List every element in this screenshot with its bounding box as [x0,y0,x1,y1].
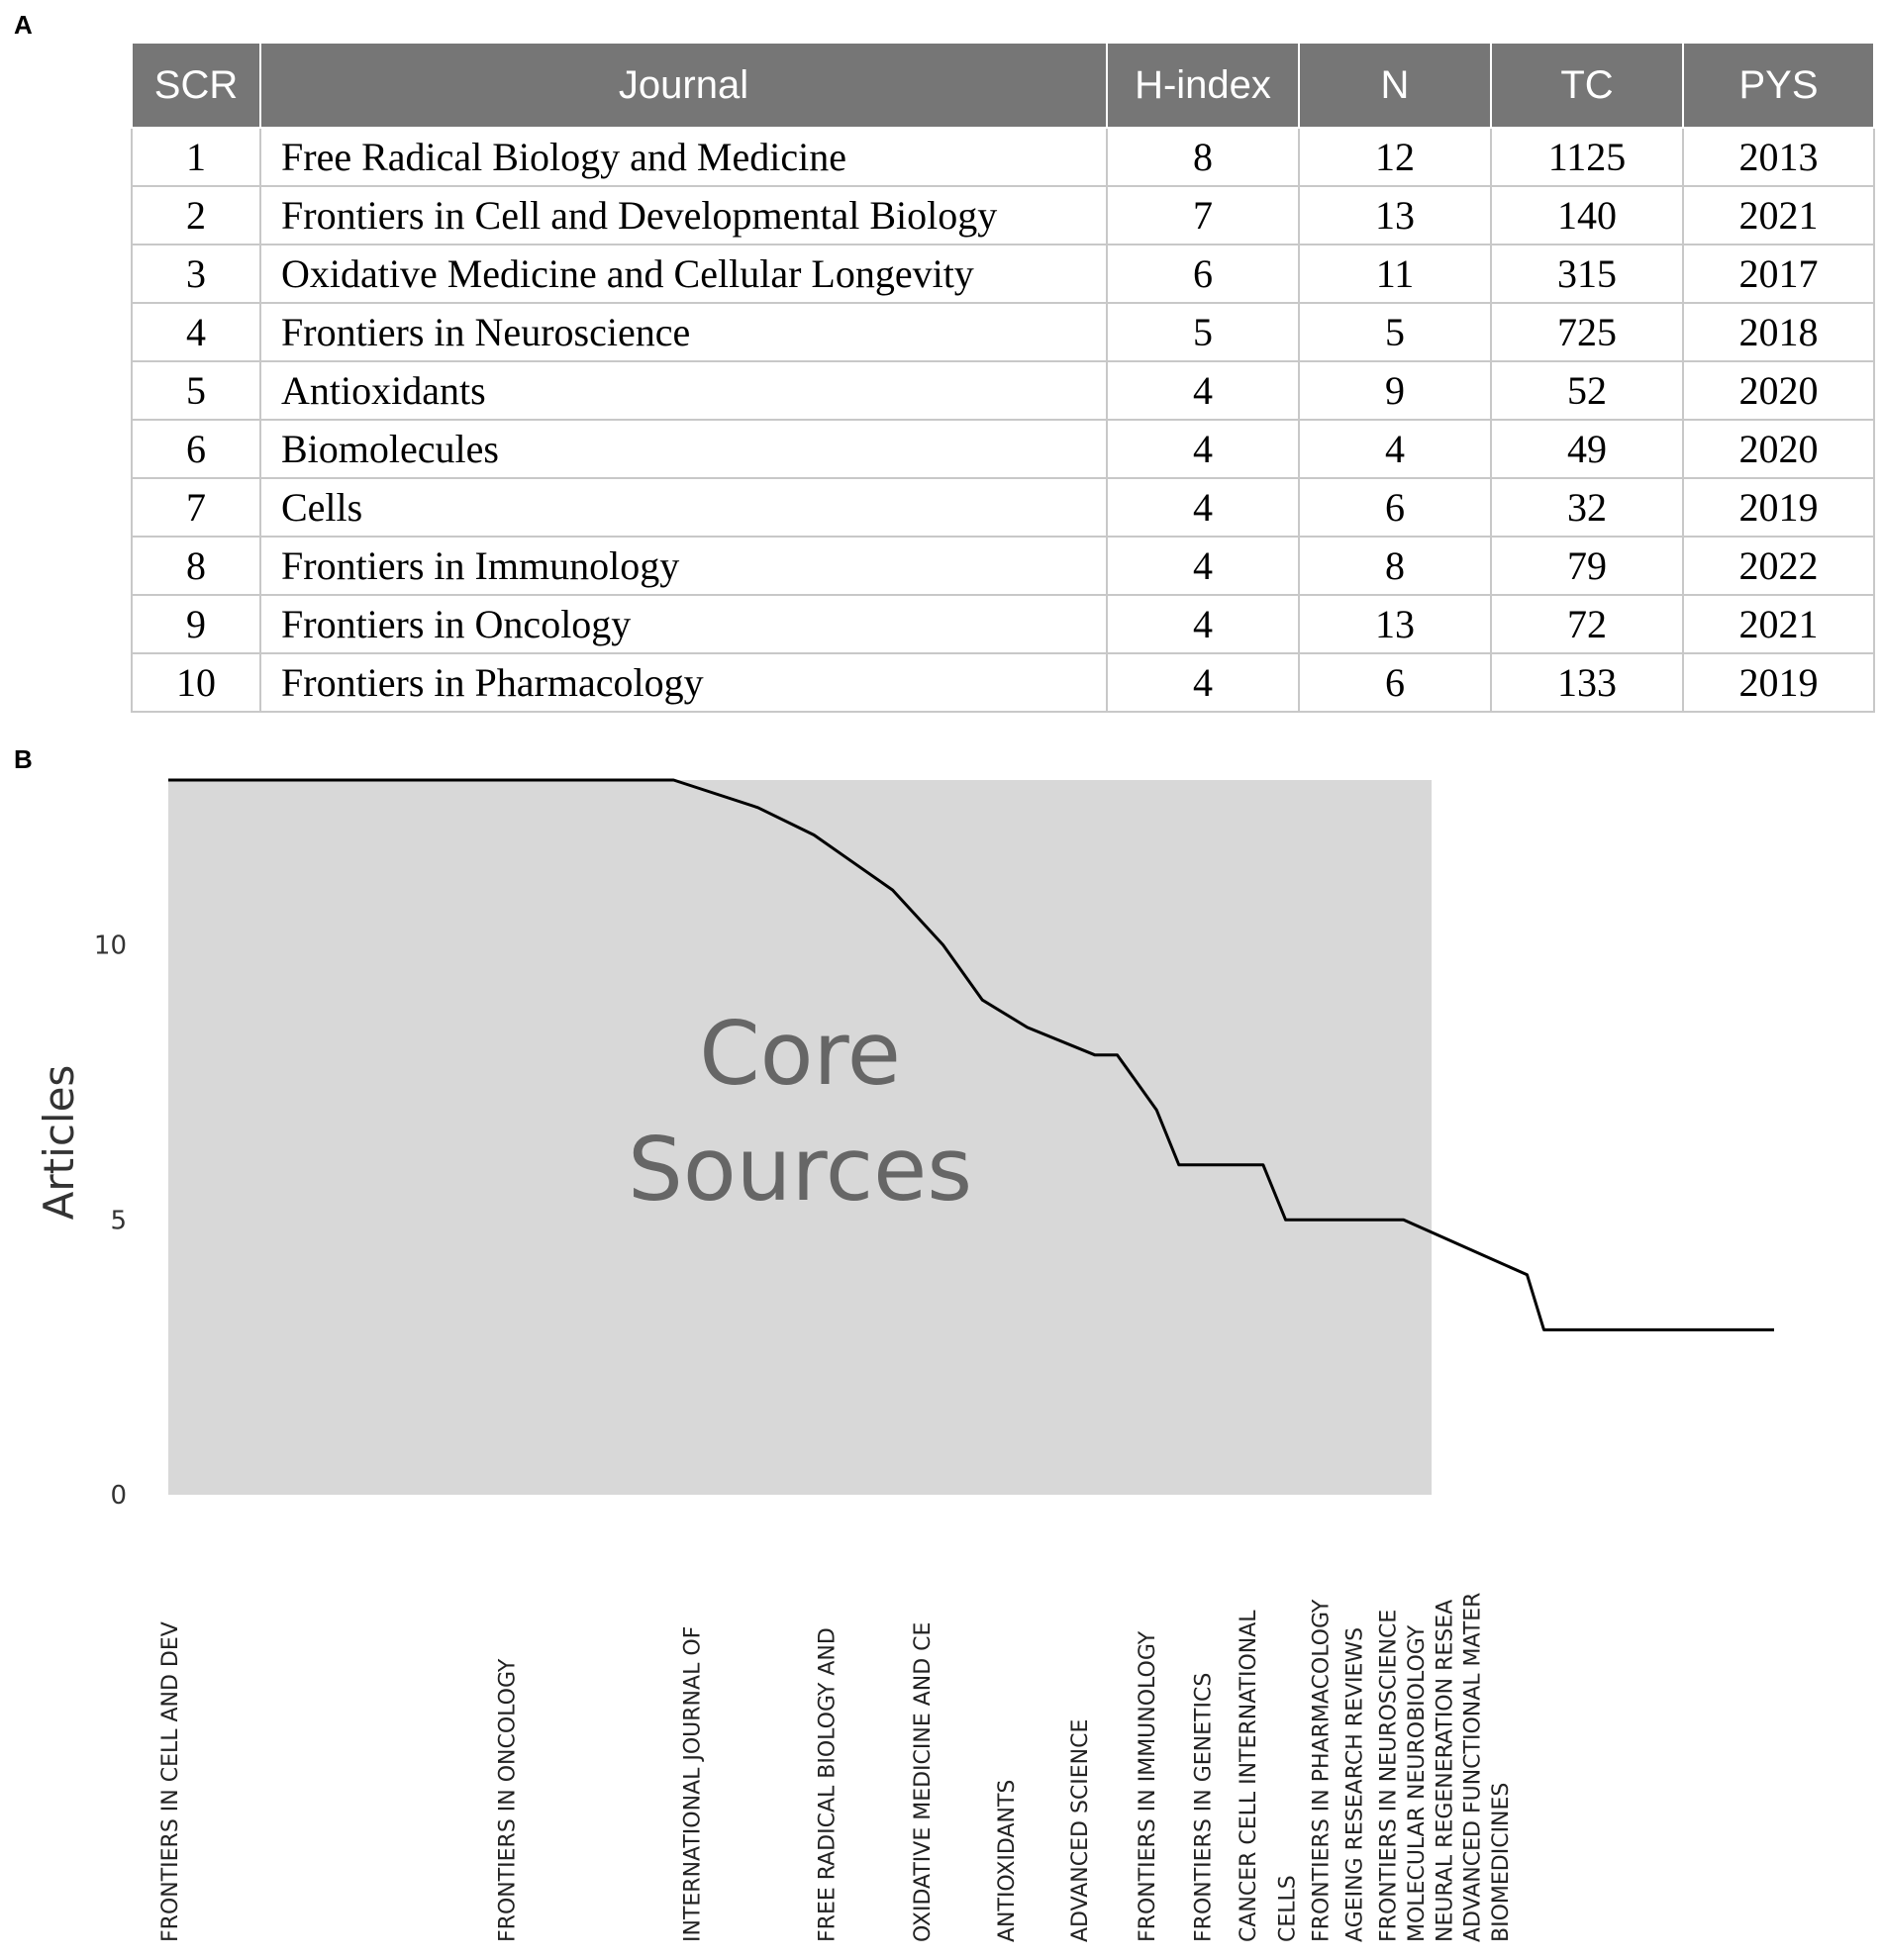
table-row [132,478,1874,537]
cell-tc: 32 [1491,478,1683,537]
core-journals-table [131,42,1875,713]
x-axis-tick-labels [158,1593,1514,1942]
cell-pys: 2017 [1683,245,1874,303]
x-tick-label: INTERNATIONAL JOURNAL OF [680,1625,706,1942]
table-row [132,303,1874,361]
cell-tc: 72 [1491,595,1683,653]
x-tick-label: BIOMEDICINES [1489,1782,1515,1942]
table-row [132,128,1874,186]
cell-journal: Frontiers in Immunology [260,537,1107,595]
table-row [132,537,1874,595]
table-body [132,128,1874,712]
cell-scr: 4 [132,303,260,361]
cell-n: 9 [1299,361,1491,420]
table-row [132,595,1874,653]
cell-journal: Frontiers in Pharmacology [260,653,1107,712]
cell-h-index: 4 [1107,478,1299,537]
cell-n: 5 [1299,303,1491,361]
cell-scr: 3 [132,245,260,303]
cell-journal: Biomolecules [260,420,1107,478]
cell-n: 6 [1299,478,1491,537]
x-tick-label: FRONTIERS IN CELL AND DEV [158,1621,183,1942]
x-tick-label: AGEING RESEARCH REVIEWS [1342,1626,1368,1942]
cell-pys: 2021 [1683,595,1874,653]
cell-tc: 140 [1491,186,1683,245]
cell-scr: 2 [132,186,260,245]
cell-pys: 2020 [1683,420,1874,478]
cell-h-index: 8 [1107,128,1299,186]
cell-tc: 133 [1491,653,1683,712]
table-row [132,245,1874,303]
core-sources-chart [0,733,1883,1960]
cell-pys: 2021 [1683,186,1874,245]
x-tick-label: FRONTIERS IN ONCOLOGY [495,1658,521,1942]
cell-journal: Cells [260,478,1107,537]
y-tick-label: 10 [93,931,127,961]
cell-scr: 7 [132,478,260,537]
cell-pys: 2013 [1683,128,1874,186]
cell-h-index: 4 [1107,361,1299,420]
cell-h-index: 6 [1107,245,1299,303]
x-tick-label: ADVANCED FUNCTIONAL MATER [1460,1592,1486,1942]
cell-journal: Frontiers in Oncology [260,595,1107,653]
table-row [132,361,1874,420]
x-tick-label: FRONTIERS IN IMMUNOLOGY [1135,1630,1160,1942]
cell-h-index: 4 [1107,595,1299,653]
cell-journal: Frontiers in Cell and Developmental Biology [260,186,1107,245]
column-header-h-index: H-index [1107,43,1299,128]
cell-n: 8 [1299,537,1491,595]
cell-tc: 49 [1491,420,1683,478]
cell-h-index: 4 [1107,537,1299,595]
column-header-tc: TC [1491,43,1683,128]
cell-tc: 1125 [1491,128,1683,186]
cell-journal: Antioxidants [260,361,1107,420]
cell-h-index: 7 [1107,186,1299,245]
cell-tc: 52 [1491,361,1683,420]
x-tick-label: FRONTIERS IN NEUROSCIENCE [1376,1609,1402,1942]
cell-pys: 2022 [1683,537,1874,595]
table-row [132,420,1874,478]
column-header-journal: Journal [260,43,1107,128]
column-header-n: N [1299,43,1491,128]
cell-n: 11 [1299,245,1491,303]
cell-n: 13 [1299,186,1491,245]
column-header-pys: PYS [1683,43,1874,128]
x-tick-label: FRONTIERS IN GENETICS [1191,1672,1217,1942]
core-label-line-1: Core [699,1003,901,1105]
cell-pys: 2020 [1683,361,1874,420]
cell-scr: 6 [132,420,260,478]
x-tick-label: ANTIOXIDANTS [995,1779,1020,1942]
cell-tc: 725 [1491,303,1683,361]
cell-scr: 1 [132,128,260,186]
cell-h-index: 5 [1107,303,1299,361]
table-header-row [132,43,1874,128]
x-tick-label: OXIDATIVE MEDICINE AND CE [911,1621,936,1942]
cell-scr: 9 [132,595,260,653]
cell-n: 12 [1299,128,1491,186]
cell-h-index: 4 [1107,653,1299,712]
table-row [132,653,1874,712]
column-header-scr: SCR [132,43,260,128]
y-tick-label: 0 [110,1481,127,1511]
cell-n: 4 [1299,420,1491,478]
x-tick-label: NEURAL REGENERATION RESEA [1433,1599,1458,1942]
cell-pys: 2018 [1683,303,1874,361]
x-tick-label: MOLECULAR NEUROBIOLOGY [1405,1624,1430,1942]
cell-h-index: 4 [1107,420,1299,478]
cell-journal: Free Radical Biology and Medicine [260,128,1107,186]
cell-journal: Frontiers in Neuroscience [260,303,1107,361]
x-tick-label: ADVANCED SCIENCE [1067,1718,1093,1942]
core-label-line-2: Sources [627,1119,973,1221]
cell-scr: 5 [132,361,260,420]
cell-journal: Oxidative Medicine and Cellular Longevity [260,245,1107,303]
cell-tc: 315 [1491,245,1683,303]
table-row [132,186,1874,245]
panel-b-label: B [14,744,33,774]
y-axis-ticks [94,931,127,1511]
cell-pys: 2019 [1683,478,1874,537]
x-tick-label: FRONTIERS IN PHARMACOLOGY [1309,1599,1335,1942]
cell-tc: 79 [1491,537,1683,595]
cell-n: 13 [1299,595,1491,653]
y-tick-label: 5 [110,1206,127,1236]
cell-scr: 8 [132,537,260,595]
panel-a-label: A [14,10,33,40]
cell-n: 6 [1299,653,1491,712]
x-tick-label: FREE RADICAL BIOLOGY AND [815,1627,841,1942]
cell-pys: 2019 [1683,653,1874,712]
cell-scr: 10 [132,653,260,712]
x-tick-label: CANCER CELL INTERNATIONAL [1236,1610,1261,1942]
y-axis-label: Articles [35,1064,83,1221]
x-tick-label: CELLS [1275,1875,1301,1942]
